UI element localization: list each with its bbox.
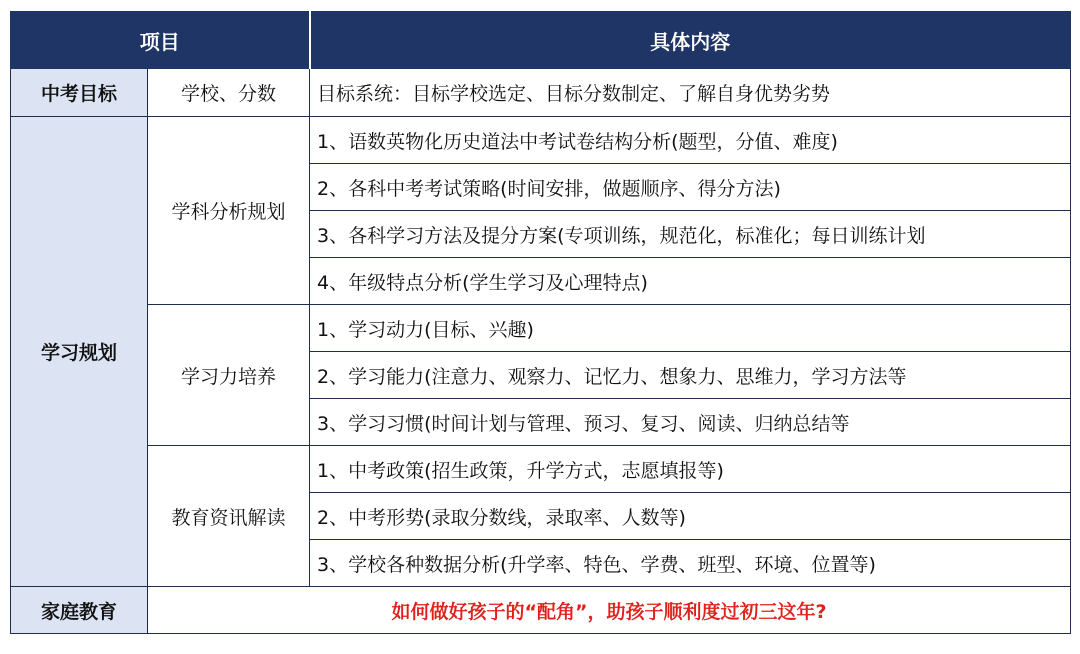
header-row: [11, 12, 1071, 69]
header-project: 项目: [11, 12, 310, 69]
list-item: 2、各科中考考试策略(时间安排，做题顺序、得分方法): [310, 164, 1071, 211]
category-study: 学习规划: [11, 117, 148, 587]
table-row: [11, 117, 1071, 164]
sub-learning-ability: 学习力培养: [148, 305, 310, 446]
list-item: 3、学校各种数据分析(升学率、特色、学费、班型、环境、位置等): [310, 540, 1071, 587]
header-content: 具体内容: [310, 12, 1071, 69]
sub-subject-analysis: 学科分析规划: [148, 117, 310, 305]
list-item: 1、中考政策(招生政策，升学方式，志愿填报等): [310, 446, 1071, 493]
planning-table: [10, 11, 1071, 634]
list-item: 1、语数英物化历史道法中考试卷结构分析(题型，分值、难度): [310, 117, 1071, 164]
sub-goal: 学校、分数: [148, 69, 310, 117]
list-item: 3、学习习惯(时间计划与管理、预习、复习、阅读、归纳总结等: [310, 399, 1071, 446]
list-item: 4、年级特点分析(学生学习及心理特点): [310, 258, 1071, 305]
table-row: [11, 446, 1071, 493]
list-item: 2、学习能力(注意力、观察力、记忆力、想象力、思维力，学习方法等: [310, 352, 1071, 399]
list-item: 3、各科学习方法及提分方案(专项训练，规范化，标准化；每日训练计划: [310, 211, 1071, 258]
family-row: [11, 587, 1071, 634]
category-family: 家庭教育: [11, 587, 148, 634]
list-item: 1、学习动力(目标、兴趣): [310, 305, 1071, 352]
list-item: 2、中考形势(录取分数线，录取率、人数等): [310, 493, 1071, 540]
family-content: 如何做好孩子的“配角”，助孩子顺利度过初三这年?: [148, 587, 1071, 634]
category-goal: 中考目标: [11, 69, 148, 117]
sub-education-info: 教育资讯解读: [148, 446, 310, 587]
goal-row: [11, 69, 1071, 117]
goal-content: 目标系统：目标学校选定、目标分数制定、了解自身优势劣势: [310, 69, 1071, 117]
table-row: [11, 305, 1071, 352]
planning-table-container: [10, 11, 1070, 634]
